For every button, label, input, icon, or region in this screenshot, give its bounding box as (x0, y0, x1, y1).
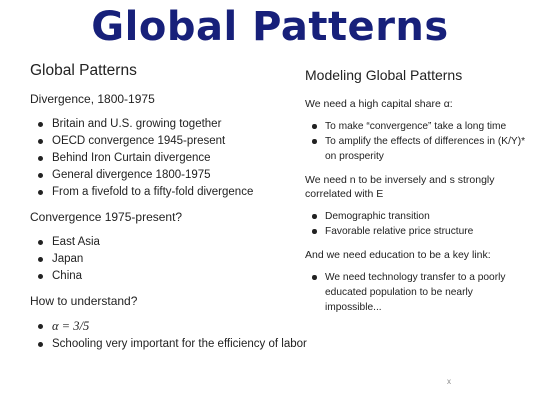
list-item: Favorable relative price structure (305, 224, 530, 239)
list-item (30, 318, 320, 336)
bullet-icon (38, 240, 43, 245)
right-column (305, 62, 530, 324)
bullet-icon (38, 257, 43, 262)
section-label: How to understand? (30, 294, 138, 308)
slide-title: Global Patterns (91, 4, 449, 50)
list-item: East Asia (30, 234, 320, 251)
bullet-icon (38, 173, 43, 178)
list-item: Japan (30, 251, 320, 268)
right-heading: Modeling Global Patterns (305, 67, 463, 83)
bullet-icon (38, 122, 43, 127)
bullet-list (305, 119, 530, 164)
bullet-icon (38, 274, 43, 279)
bullet-icon (312, 214, 317, 219)
bullet-icon (38, 190, 43, 195)
list-item: To amplify the effects of differences in (K/Y)* on prosperity (305, 134, 530, 164)
bullet-icon (38, 342, 43, 347)
bullet-list (30, 318, 320, 353)
list-item: Demographic transition (305, 209, 530, 224)
list-item: China (30, 268, 320, 285)
list-item: General divergence 1800-1975 (30, 167, 320, 184)
list-item: Schooling very important for the efficiency of labor (30, 336, 320, 353)
section-label: Convergence 1975-present? (30, 210, 183, 224)
page-number: x (447, 377, 451, 386)
section-label: We need n to be inversely and s strongly correlated with E (305, 174, 495, 200)
list-item: From a fivefold to a fifty-fold divergence (30, 184, 320, 201)
list-item: We need technology transfer to a poorly educated population to be nearly impossible... (305, 270, 530, 315)
bullet-icon (312, 139, 317, 144)
left-heading: Global Patterns (30, 62, 137, 79)
section-label: And we need education to be a key link: (305, 249, 491, 261)
section-label: Divergence, 1800-1975 (30, 92, 155, 106)
bullet-icon (312, 275, 317, 280)
bullet-icon (312, 229, 317, 234)
alpha-equation: α = 3/5 (52, 319, 90, 333)
bullet-list (30, 234, 320, 285)
bullet-list (305, 209, 530, 239)
left-column (30, 62, 320, 362)
bullet-list (30, 116, 320, 201)
bullet-icon (38, 139, 43, 144)
list-item: OECD convergence 1945-present (30, 133, 320, 150)
list-item: Britain and U.S. growing together (30, 116, 320, 133)
section-label: We need a high capital share α: (305, 98, 453, 110)
list-item: To make “convergence” take a long time (305, 119, 530, 134)
bullet-icon (38, 156, 43, 161)
bullet-icon (312, 124, 317, 129)
bullet-icon (38, 324, 43, 329)
bullet-list (305, 270, 530, 315)
list-item: Behind Iron Curtain divergence (30, 150, 320, 167)
